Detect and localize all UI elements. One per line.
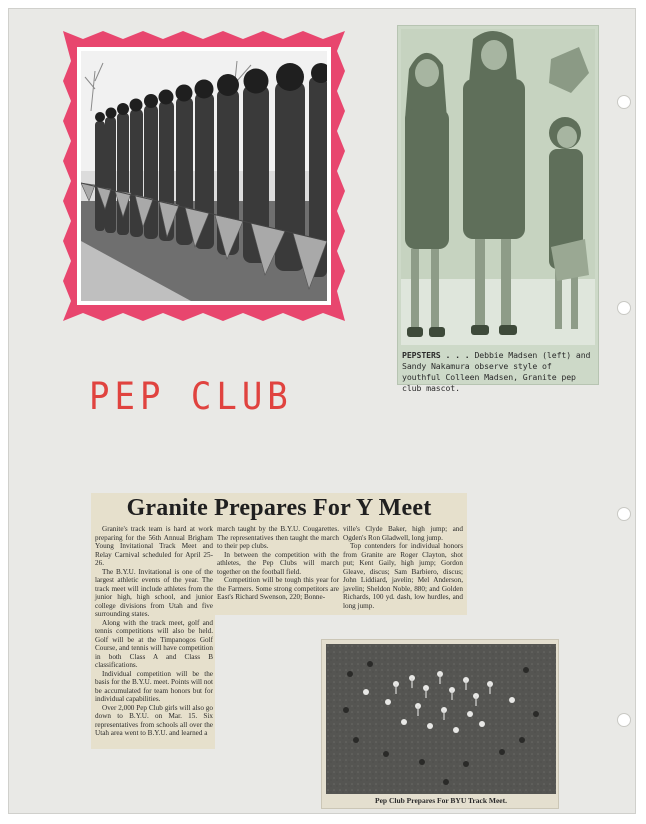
pepsters-image [401,29,595,345]
page-title: PEP CLUB [89,375,293,419]
article-headline: Granite Prepares For Y Meet [126,495,432,521]
article-column-3 [343,525,463,610]
article-paragraph: Individual competition will be the basis for the B.Y.U. meet. Points will not be accumulated for team honors but for individual capabilities. [95,669,213,703]
track-meet-clipping [321,639,559,809]
punch-hole [617,95,631,109]
scrapbook-page [8,8,636,814]
pep-club-girls-image [81,51,327,301]
article-paragraph: Over 2,000 Pep Club girls will also go down to B.Y.U. on Mar. 15. Six representatives from schools all over the Utah area went to B.Y.U. and learned a [95,703,213,737]
pepsters-caption-lead: PEPSTERS . . . [402,350,470,360]
track-meet-image [326,644,556,794]
punch-hole [617,507,631,521]
article-paragraph: Granite's track team is hard at work preparing for the 56th Annual Brigham Young Invitational Track Meet and Relay Carnival scheduled for April 25-26. [95,525,213,567]
article-column-2 [217,525,339,602]
article-paragraph: The B.Y.U. Invitational is one of the largest athletic events of the year. The track meet will include athletes from the junior high, high school, and junior college divisions from Utah and five surrounding states. [95,567,213,618]
pepsters-caption [402,350,594,394]
pepsters-caption-text: Debbie Madsen (left) and Sandy Nakamura observe style of youthful Colleen Madsen, Granite pep club mascot. [402,350,591,393]
article-paragraph: march taught by the B.Y.U. Cougarettes. The representatives then taught the march to their pep clubs. [217,525,339,550]
article-paragraph: Competition will be tough this year for the Farmers. Some strong competitors are East's Richard Swenson, 220; Bonne- [217,576,339,601]
article-paragraph: In between the competition with the athletes, the Pep Clubs will march together on the football field. [217,550,339,576]
article-paragraph: ville's Clyde Baker, high jump; and Ogden's Ron Gladwell, long jump. [343,525,463,542]
punch-hole [617,713,631,727]
punch-hole [617,301,631,315]
track-meet-caption: Pep Club Prepares For BYU Track Meet. [375,796,507,805]
article-paragraph: Top contenders for individual honors from Granite are Roger Clayton, shot put; Kent Gaily, high jump; Gordon Gleave, discus; Sam Barbiero, discus; John Liddiard, javelin; Mel Anderson, javelin; Sheldon Noble, 880; and Golden Richards, 100 yd. dash, low hurdles, and long jump. [343,542,463,610]
pep-club-line-photo [63,31,345,321]
pepsters-clipping [397,25,599,393]
article-paragraph: Along with the track meet, golf and tennis competitions will also be held. Golf will be at the Timpanogos Golf Course, and tennis will have competition in both Class A and Class B classifications. [95,618,213,669]
article-column-1 [95,525,213,738]
